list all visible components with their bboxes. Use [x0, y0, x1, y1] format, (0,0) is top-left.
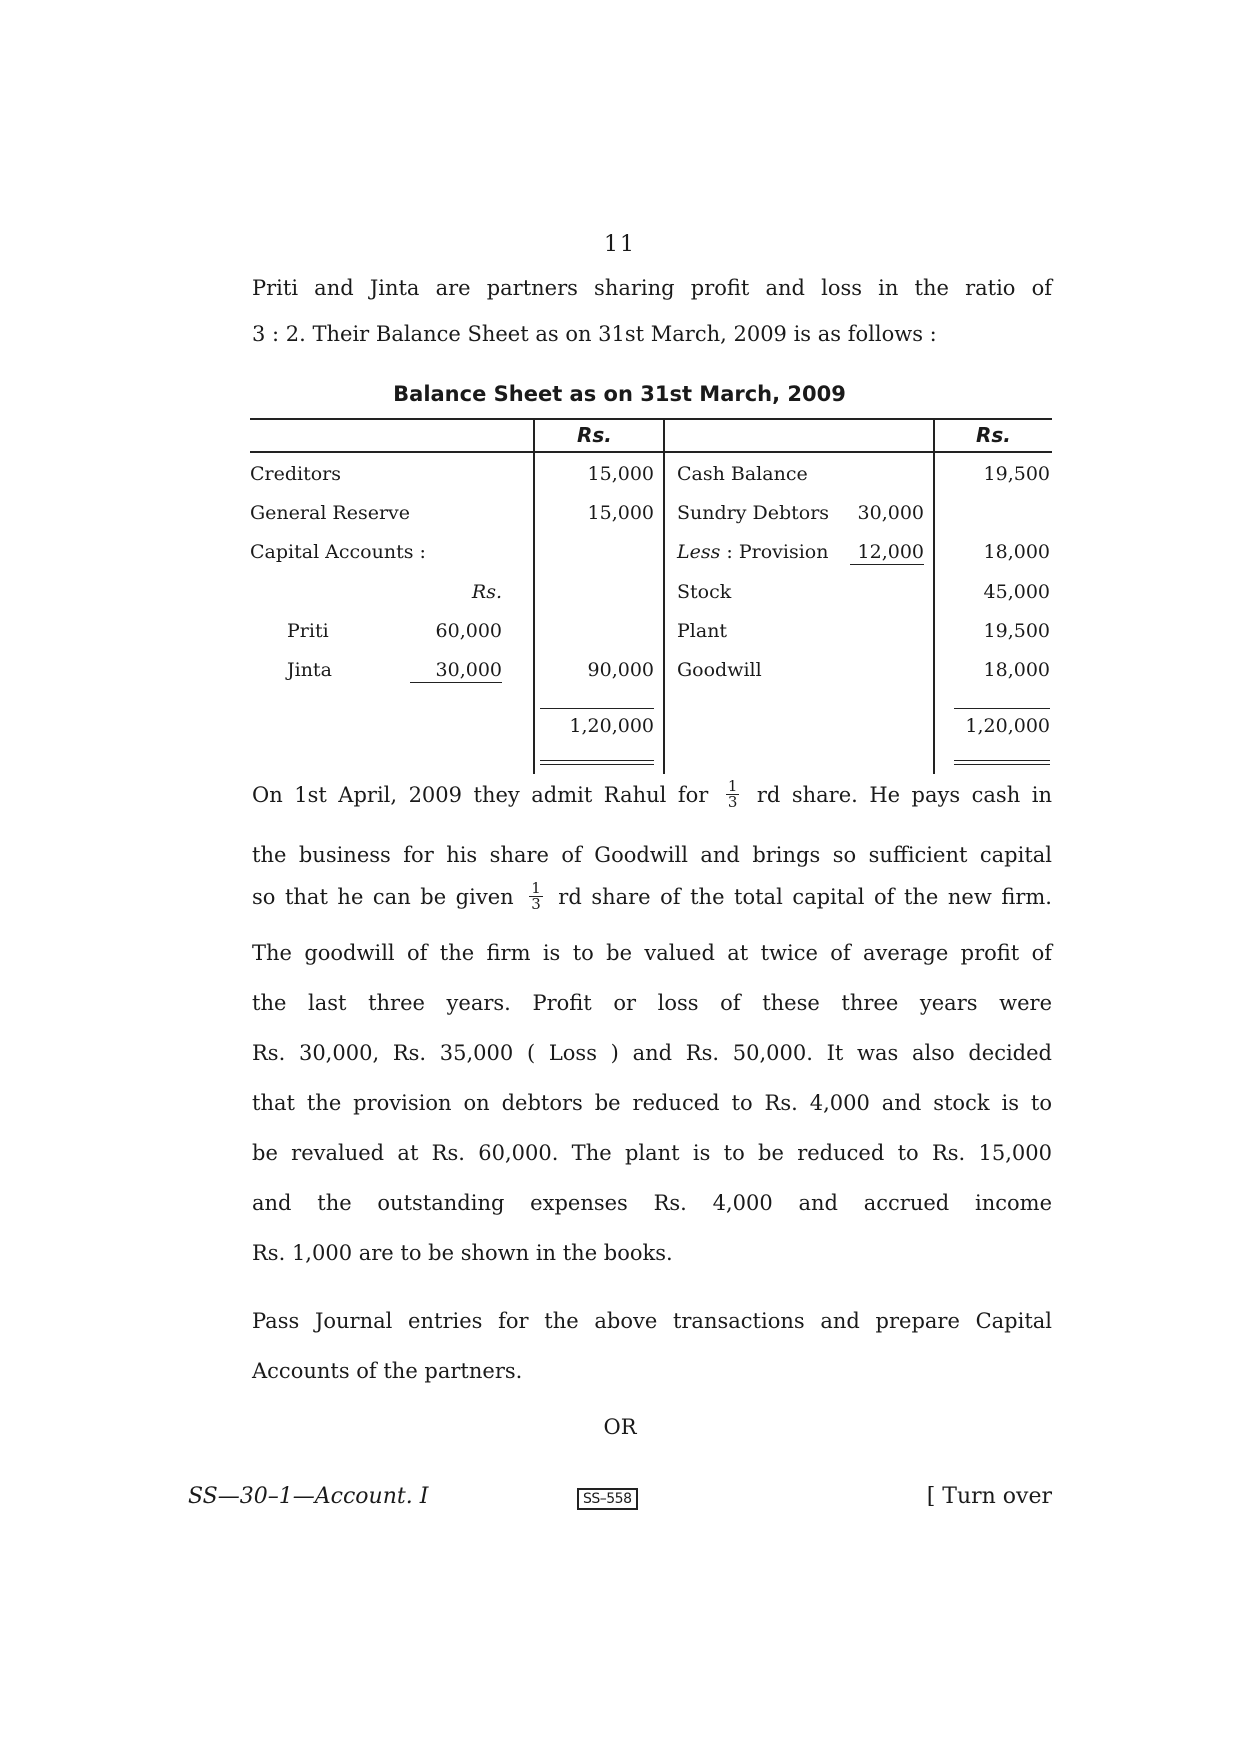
instruction-line-1: Pass Journal entries for the above transactions and prepare Capital: [252, 1309, 1052, 1333]
column-divider: [663, 418, 665, 774]
assets-sum-rule: [954, 708, 1050, 709]
fraction-numerator: 1: [531, 879, 541, 897]
admission-text: rd share of the total capital of the new firm.: [558, 885, 1052, 909]
goodwill-label: Goodwill: [677, 659, 762, 681]
page-number: 11: [604, 232, 636, 257]
table-header-rule: [250, 451, 1052, 453]
goodwill-line-7: Rs. 1,000 are to be shown in the books.: [252, 1241, 673, 1265]
assets-double-rule: [954, 760, 1050, 765]
header-rs-assets: Rs.: [976, 423, 1011, 447]
intro-line-1: Priti and Jinta are partners sharing profit and loss in the ratio of: [252, 276, 1052, 300]
capital-accounts-label: Capital Accounts :: [250, 541, 426, 563]
assets-total: 1,20,000: [965, 715, 1050, 737]
plant-amount: 19,500: [983, 620, 1050, 642]
stock-label: Stock: [677, 581, 732, 603]
stock-amount: 45,000: [983, 581, 1050, 603]
sundry-debtors-label: Sundry Debtors: [677, 502, 830, 524]
creditors-label: Creditors: [250, 463, 342, 485]
fraction-denominator: 3: [727, 793, 738, 811]
sundry-debtors-gross: 30,000: [857, 502, 924, 524]
priti-amount: 60,000: [435, 620, 502, 642]
goodwill-line-2: the last three years. Profit or loss of these three years were: [252, 991, 1052, 1015]
admission-text: so that he can be given: [252, 885, 514, 909]
header-rs-liabilities: Rs.: [577, 423, 612, 447]
liabilities-double-rule: [540, 760, 654, 765]
fraction-denominator: 3: [531, 895, 541, 913]
goodwill-line-5: be revalued at Rs. 60,000. The plant is to be reduced to Rs. 15,000: [252, 1141, 1052, 1165]
provision-label: : Provision: [726, 541, 829, 563]
column-divider: [933, 418, 935, 774]
jinta-amount: 30,000: [410, 659, 502, 683]
goodwill-paragraph: [252, 928, 1052, 1278]
less-label: Less: [677, 541, 721, 563]
footer-boxed-code: SS–558: [577, 1488, 638, 1510]
general-reserve-amount: 15,000: [587, 502, 654, 524]
admission-line-3: [252, 878, 1052, 916]
admission-paragraph: [252, 772, 1052, 916]
cash-balance-label: Cash Balance: [677, 463, 808, 485]
balance-sheet-table: [250, 418, 1052, 774]
liabilities-sum-rule: [540, 708, 654, 709]
admission-line-2: the business for his share of Goodwill and brings so sufficient capital: [252, 843, 1052, 867]
admission-text: On 1st April, 2009 they admit Rahul for: [252, 783, 709, 807]
goodwill-line-4: that the provision on debtors be reduced to Rs. 4,000 and stock is to: [252, 1091, 1052, 1115]
capital-total-amount: 90,000: [587, 659, 654, 681]
fraction-numerator: 1: [727, 777, 738, 795]
plant-label: Plant: [677, 620, 728, 642]
goodwill-line-3: Rs. 30,000, Rs. 35,000 ( Loss ) and Rs. 50,000. It was also decided: [252, 1041, 1052, 1065]
general-reserve-label: General Reserve: [250, 502, 411, 524]
or-separator: OR: [603, 1415, 637, 1439]
instruction-paragraph: [252, 1296, 1052, 1396]
goodwill-line-6: and the outstanding expenses Rs. 4,000 and accrued income: [252, 1191, 1052, 1215]
admission-line-1: [252, 772, 1052, 818]
priti-label: Priti: [287, 620, 329, 642]
table-top-rule: [250, 418, 1052, 420]
creditors-amount: 15,000: [587, 463, 654, 485]
goodwill-line-1: The goodwill of the firm is to be valued at twice of average profit of: [252, 941, 1052, 965]
liabilities-total: 1,20,000: [569, 715, 654, 737]
instruction-line-2: Accounts of the partners.: [252, 1359, 523, 1383]
less-provision-label: [677, 541, 828, 563]
footer-paper-code: SS—30–1—Account. I: [188, 1484, 429, 1509]
sundry-debtors-net: 18,000: [983, 541, 1050, 563]
cash-balance-amount: 19,500: [983, 463, 1050, 485]
admission-text: rd share. He pays cash in: [756, 783, 1052, 807]
one-third-fraction: [726, 779, 740, 810]
intro-paragraph: [252, 265, 1052, 357]
provision-amount: 12,000: [850, 541, 924, 565]
capital-sub-rs-label: Rs.: [471, 581, 502, 603]
jinta-label: Jinta: [287, 659, 332, 681]
turn-over-note: [ Turn over: [926, 1484, 1052, 1509]
intro-line-2: 3 : 2. Their Balance Sheet as on 31st March, 2009 is as follows :: [252, 322, 937, 346]
column-divider: [533, 418, 535, 774]
balance-sheet-title: Balance Sheet as on 31st March, 2009: [393, 382, 846, 406]
one-third-fraction: [529, 881, 543, 912]
goodwill-amount: 18,000: [983, 659, 1050, 681]
